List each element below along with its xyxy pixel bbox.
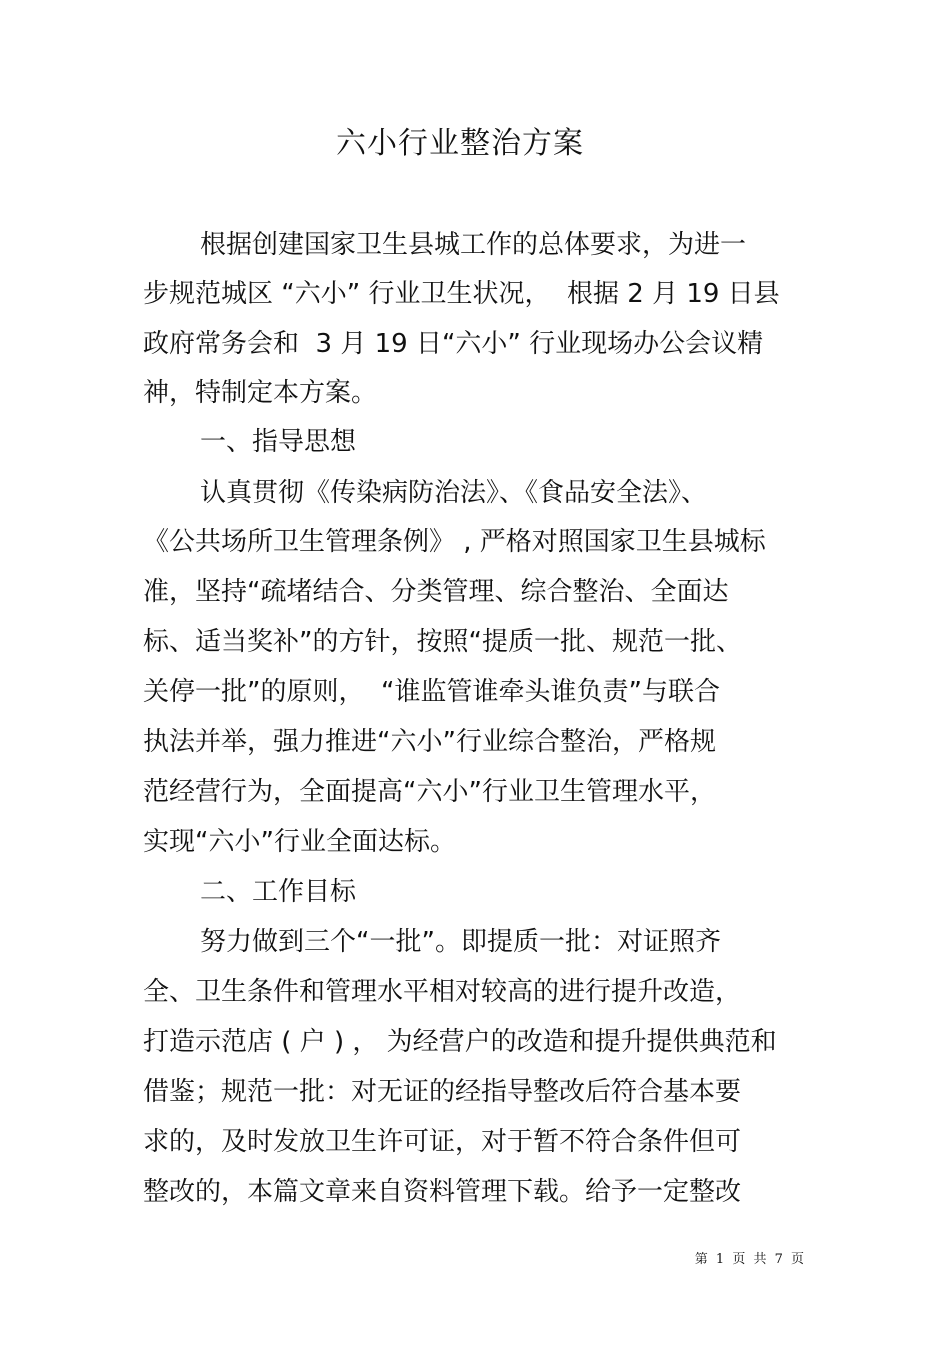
paragraph-line: 整改的，本篇文章来自资料管理下载。给予一定整改 <box>143 1177 742 1207</box>
paragraph-line: 打造示范店 ( 户 ) ， 为经营户的改造和提升提供典范和 <box>143 1027 777 1057</box>
paragraph-line: 政府常务会和 3 月 19 日“六小” 行业现场办公会议精 <box>143 329 764 359</box>
section-heading: 一、指导思想 <box>200 427 357 457</box>
paragraph-line: 神，特制定本方案。 <box>143 378 378 408</box>
paragraph-line: 步规范城区 “六小” 行业卫生状况， 根据 2 月 19 日县 <box>143 279 780 309</box>
paragraph-line: 求的，及时发放卫生许可证，对于暂不符合条件但可 <box>143 1127 742 1157</box>
paragraph-line: 执法并举，强力推进“六小”行业综合整治，严格规 <box>143 727 716 757</box>
paragraph-line: 准，坚持“疏堵结合、分类管理、综合整治、全面达 <box>143 577 729 607</box>
paragraph-line: 全、卫生条件和管理水平相对较高的进行提升改造， <box>143 977 742 1007</box>
document-title: 六小行业整治方案 <box>336 126 584 161</box>
paragraph-line: 标、适当奖补”的方针，按照“提质一批、规范一批、 <box>143 627 742 657</box>
paragraph-line: 实现“六小”行业全面达标。 <box>143 827 456 857</box>
paragraph-line: 范经营行为，全面提高“六小”行业卫生管理水平， <box>143 777 716 807</box>
page-number: 第 1 页 共 7 页 <box>694 1252 806 1267</box>
paragraph-line: 根据创建国家卫生县城工作的总体要求，为进一 <box>200 230 747 260</box>
paragraph-line: 《公共场所卫生管理条例》 , 严格对照国家卫生县城标 <box>143 527 766 557</box>
paragraph-line: 借鉴；规范一批：对无证的经指导整改后符合基本要 <box>143 1077 742 1107</box>
paragraph-line: 认真贯彻《传染病防治法》、《食品安全法》、 <box>200 478 708 508</box>
paragraph-line: 努力做到三个“一批”。即提质一批：对证照齐 <box>200 927 721 957</box>
section-heading: 二、工作目标 <box>200 877 357 907</box>
paragraph-line: 关停一批”的原则， “谁监管谁牵头谁负责”与联合 <box>143 677 720 707</box>
